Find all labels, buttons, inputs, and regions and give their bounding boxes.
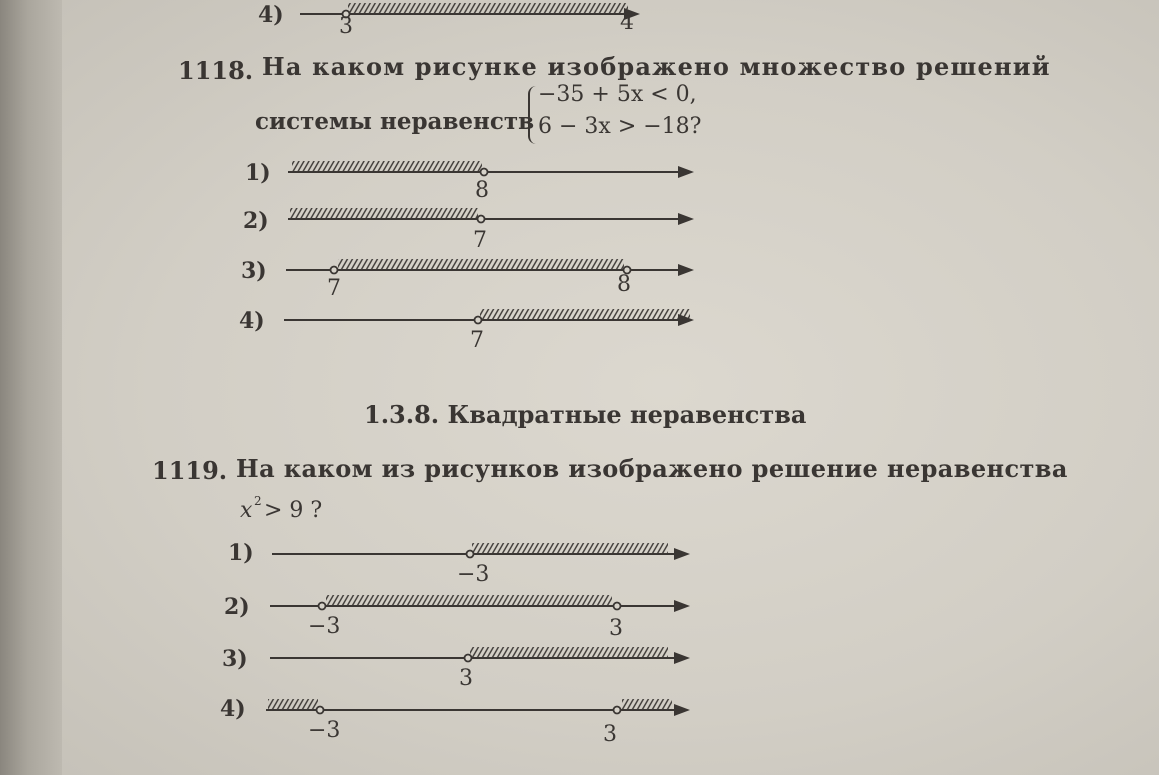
p1118-option4-label: 4) (239, 308, 265, 334)
p1118-line-2-open-point-1 (478, 216, 485, 223)
p1119-option2-tick-left: −3 (308, 614, 341, 639)
p1119-line-4-arrow (674, 704, 690, 716)
p1118-line-1-hatch-1 (292, 161, 482, 171)
p1118-line-1-open-point-1 (481, 169, 488, 176)
top-tick-left: 3 (339, 14, 353, 39)
p1119-option1-tick: −3 (457, 562, 490, 587)
p1119-option4-label: 4) (220, 696, 246, 722)
p1118-line-3-hatch-1 (338, 259, 624, 269)
p1119-line-2-arrow (674, 600, 690, 612)
p1118-option3-label: 3) (241, 258, 267, 284)
p1118-option1-label: 1) (245, 160, 271, 186)
p1118-option4-tick: 7 (470, 328, 484, 353)
p1118-line-3-arrow (678, 264, 694, 276)
system-line1: −35 + 5x < 0, (538, 82, 697, 107)
p1118-line-4-hatch-1 (480, 309, 690, 319)
top-tick-right: 4 (620, 10, 634, 35)
p1119-line-1-arrow (674, 548, 690, 560)
p1119-option2-label: 2) (224, 594, 250, 620)
p1119-line-4-hatch-2 (622, 699, 672, 709)
p1118-option2-tick: 7 (473, 228, 487, 253)
p1118-line-2-hatch-1 (290, 208, 478, 218)
p1119-option3-label: 3) (222, 646, 248, 672)
p1119-option2-tick-right: 3 (609, 616, 623, 641)
p1118-option2-label: 2) (243, 208, 269, 234)
p1119-line-4-hatch-1 (268, 699, 318, 709)
p1119-line-2-open-point-2 (614, 603, 621, 610)
problem-1118-question-line2: системы неравенств (255, 108, 535, 135)
p1119-option4-tick-left: −3 (308, 718, 341, 743)
p1119-line-1-hatch-1 (472, 543, 668, 553)
p1118-line-1-arrow (678, 166, 694, 178)
p1118-line-4-open-point-1 (475, 317, 482, 324)
p1119-option1-label: 1) (228, 540, 254, 566)
p1119-line-2-hatch-1 (326, 595, 612, 605)
p1118-line-3-open-point-1 (331, 267, 338, 274)
problem-1119-question: На каком из рисунков изображено решение неравенства (236, 454, 1068, 483)
p1119-line-3-open-point-1 (465, 655, 472, 662)
p1118-line-2-arrow (678, 213, 694, 225)
p1119-option4-tick-right: 3 (603, 722, 617, 747)
p1119-option3-tick: 3 (459, 666, 473, 691)
problem-1119-number: 1119. (152, 456, 228, 485)
p1119-line-4-open-point-1 (317, 707, 324, 714)
section-heading: 1.3.8. Квадратные неравенства (364, 400, 807, 429)
p1118-option3-tick-left: 7 (327, 276, 341, 301)
p1119-line-3-arrow (674, 652, 690, 664)
p1119-line-3-hatch-1 (470, 647, 668, 657)
problem-1118-number: 1118. (178, 56, 254, 85)
p1119-line-1-open-point-1 (467, 551, 474, 558)
top-option-label: 4) (258, 2, 284, 28)
inequality-variable: x (240, 498, 253, 523)
inequality-rest: > 9 ? (264, 498, 323, 523)
top-line-hatch-1 (348, 3, 628, 13)
problem-1118-question-line1: На каком рисунке изображено множество решений (262, 52, 1051, 81)
p1119-line-2-open-point-1 (319, 603, 326, 610)
p1118-option3-tick-right: 8 (617, 272, 631, 297)
p1119-line-4-open-point-2 (614, 707, 621, 714)
p1118-option1-tick: 8 (475, 178, 489, 203)
system-line2: 6 − 3x > −18? (538, 114, 702, 139)
inequality-exponent: 2 (254, 494, 262, 508)
